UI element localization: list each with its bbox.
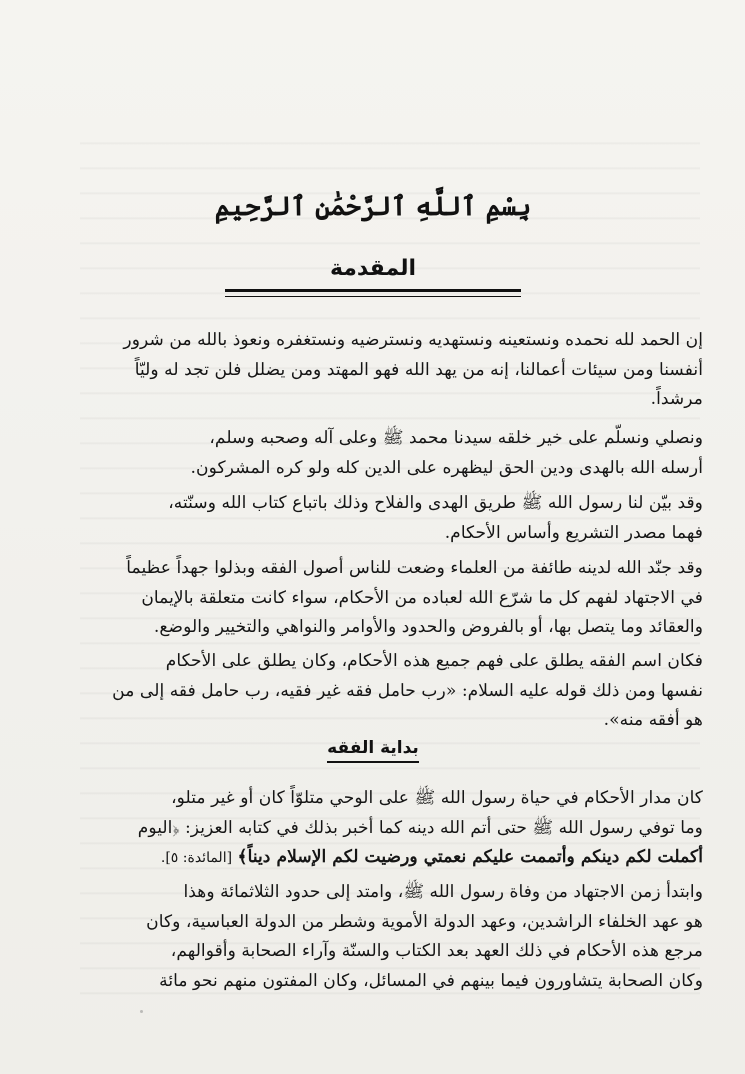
paragraph [43, 878, 703, 996]
text-line: وابتدأ زمن الاجتهاد من وفاة رسول الله ﷺ، وامتد إلى حدود الثلاثمائة وهذا [183, 882, 703, 902]
text-line: هو أفقه منه». [603, 710, 703, 730]
page-title: المقدمة [329, 256, 417, 281]
paragraph [43, 326, 703, 415]
paper-speck [140, 1010, 143, 1013]
text-line: وقد جنّد الله لدينه طائفة من العلماء وضعت للناس أصول الفقه وبذلوا جهداً عظيماً [126, 558, 703, 578]
text-line: والعقائد وما يتصل بها، أو بالفروض والحدود والأوامر والنواهي والتخيير والوضع. [153, 617, 703, 637]
paragraph [43, 554, 703, 643]
paragraph [43, 784, 703, 874]
section-title: بداية الفقه [327, 738, 419, 763]
text-line: كان مدار الأحكام في حياة رسول الله ﷺ على الوحي متلوّاً كان أو غير متلو، [171, 788, 703, 808]
text-line: مرجع هذه الأحكام في ذلك العهد بعد الكتاب والسنّة وآراء الصحابة وأقوالهم، [170, 941, 703, 961]
text-line: أنفسنا ومن سيئات أعمالنا، إنه من يهد الله فهو المهتد ومن يضلل فلن تجد له وليّاً [134, 359, 703, 380]
text-line: أرسله الله بالهدى ودين الحق ليظهره على الدين كله ولو كره المشركون. [190, 457, 703, 478]
text-line: مرشداً. [650, 389, 703, 409]
section-heading-block [43, 738, 703, 763]
text-line: وقد بيّن لنا رسول الله ﷺ طريق الهدى والفلاح وذلك باتباع كتاب الله وسنّته، [168, 493, 703, 513]
basmala-heading: بِسْمِ ٱللَّهِ ٱلرَّحْمَٰنِ ٱلرَّحِيمِ [214, 192, 532, 222]
title-underline [225, 289, 521, 297]
verse-reference: [المائدة: ٥]. [160, 850, 233, 866]
quran-verse: أكملت لكم دينكم وأتممت عليكم نعمتي ورضيت لكم الإسلام ديناً﴾ [237, 847, 703, 867]
text-line: إن الحمد لله نحمده ونستعينه ونستهديه ونسترضيه ونستغفره ونعوذ بالله من شرور [123, 330, 703, 350]
text-line: هو عهد الخلفاء الراشدين، وعهد الدولة الأموية وشطر من الدولة العباسية، وكان [146, 911, 703, 932]
text-line: في الاجتهاد لفهم كل ما شرّع الله لعباده من الأحكام، سواء كانت متعلقة بالإيمان [141, 587, 703, 608]
paragraph [43, 647, 703, 736]
text-line: وما توفي رسول الله ﷺ حتى أتم الله دينه كما أخبر بذلك في كتابه العزيز: ﴿اليوم [137, 817, 703, 838]
text-line: فهما مصدر التشريع وأساس الأحكام. [444, 522, 703, 543]
text-line: وكان الصحابة يتشاورون فيما بينهم في المسائل، وكان المفتون منهم نحو مائة [159, 970, 703, 991]
paragraph [43, 489, 703, 548]
text-line: ونصلي ونسلّم على خير خلقه سيدنا محمد ﷺ وعلى آله وصحبه وسلم، [209, 428, 703, 448]
text-line: فكان اسم الفقه يطلق على فهم جميع هذه الأحكام، وكان يطلق على الأحكام [165, 651, 703, 671]
text-line: نفسها ومن ذلك قوله عليه السلام: «رب حامل فقه غير فقيه، رب حامل فقه إلى من [112, 680, 703, 701]
title-block [43, 256, 703, 297]
paragraph [43, 424, 703, 483]
quran-line [43, 843, 703, 874]
